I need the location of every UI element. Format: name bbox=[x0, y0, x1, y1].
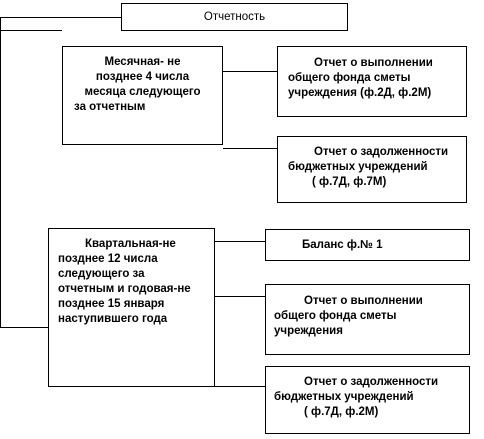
report-line: ( ф.7Д, ф.7М) bbox=[312, 176, 387, 188]
period-line: отчетным и годовая-не bbox=[58, 283, 191, 295]
period-line: позднее 15 января bbox=[58, 298, 165, 310]
connector-monthly-to-report-2 bbox=[223, 148, 277, 149]
report-line: бюджетных учреждений bbox=[274, 391, 414, 403]
report-node bbox=[265, 366, 470, 434]
report-line: Баланс ф.№ 1 bbox=[302, 239, 383, 251]
connector-quarterly-to-report-5 bbox=[215, 386, 265, 387]
report-line: учреждения (ф.2Д, ф.2М) bbox=[288, 87, 432, 99]
period-line: за отчетным bbox=[74, 101, 146, 113]
connector-trunk-to-monthly bbox=[0, 30, 62, 31]
connector-monthly-to-report-1 bbox=[223, 71, 277, 72]
report-line: Отчет о задолженности bbox=[304, 376, 439, 388]
report-line: учреждения bbox=[274, 325, 343, 337]
connector-root-trunk bbox=[0, 17, 121, 18]
connector-trunk-vertical bbox=[0, 17, 1, 328]
period-line: Квартальная-не bbox=[85, 238, 176, 250]
connector-quarterly-to-balance bbox=[215, 241, 265, 242]
report-node bbox=[277, 46, 467, 117]
period-node-monthly bbox=[62, 46, 223, 145]
report-line: общего фонда сметы bbox=[274, 310, 397, 322]
root-node-label: Отчетность bbox=[203, 11, 266, 23]
connector-trunk-to-quarterly bbox=[0, 327, 48, 328]
root-node bbox=[121, 3, 348, 31]
report-line: бюджетных учреждений bbox=[288, 161, 428, 173]
report-node bbox=[277, 136, 467, 203]
report-line: Отчет о задолженности bbox=[314, 146, 449, 158]
period-line: позднее 12 числа bbox=[58, 253, 158, 265]
report-node-balance bbox=[265, 229, 470, 261]
report-line: общего фонда сметы bbox=[288, 72, 411, 84]
report-line: ( ф.7Д, ф.2М) bbox=[304, 406, 379, 418]
report-line: Отчет о выполнении bbox=[304, 295, 423, 307]
period-line: месяца следующего bbox=[84, 86, 201, 98]
report-node bbox=[265, 284, 470, 355]
period-line: наступившего года bbox=[58, 313, 168, 325]
period-line: позднее 4 числа bbox=[95, 71, 190, 83]
period-line: следующего за bbox=[58, 268, 145, 280]
report-line: Отчет о выполнении bbox=[314, 57, 433, 69]
period-node-quarterly bbox=[48, 228, 215, 387]
connector-quarterly-to-report-4 bbox=[215, 296, 265, 297]
period-line: Месячная- не bbox=[104, 56, 181, 68]
